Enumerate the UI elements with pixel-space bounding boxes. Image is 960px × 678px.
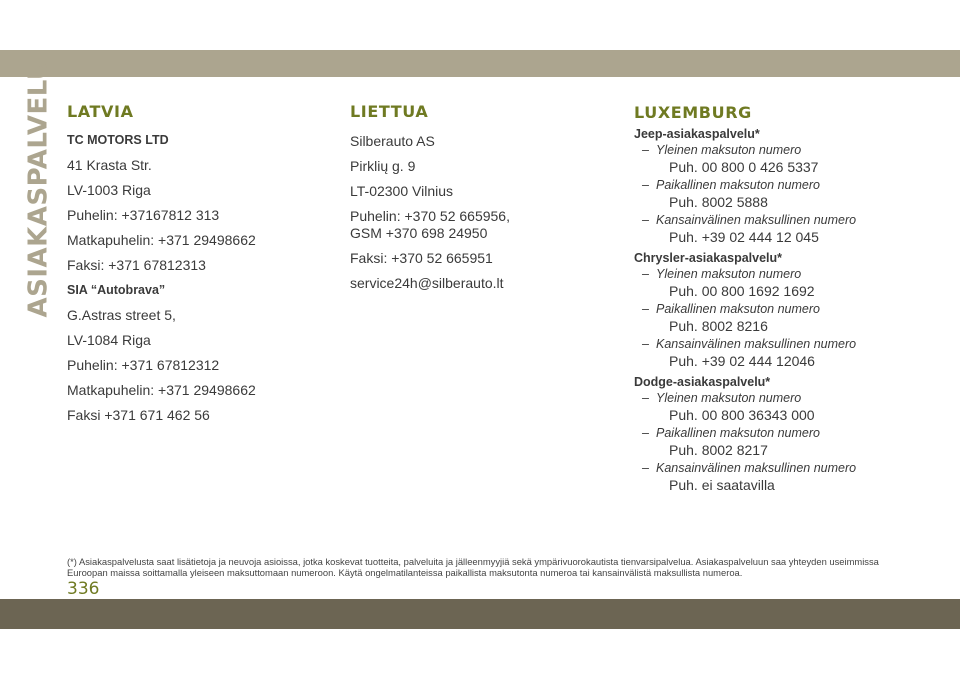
latvia-company-name: SIA “Autobrava” xyxy=(67,283,166,297)
luxemburg-phone-number: Puh. 8002 8217 xyxy=(669,442,768,458)
section-side-tab xyxy=(24,58,54,318)
luxemburg-number-type-label: Kansainvälinen maksullinen numero xyxy=(656,337,857,351)
luxemburg-number-type-label: Yleinen maksuton numero xyxy=(656,391,802,405)
luxemburg-number-item xyxy=(634,425,934,459)
luxemburg-number-item xyxy=(634,390,934,424)
luxemburg-number-type xyxy=(642,425,934,441)
dash-bullet: – xyxy=(642,337,649,351)
luxemburg-number-item xyxy=(634,301,934,335)
latvia-address-line: Faksi +371 671 462 56 xyxy=(67,407,210,423)
luxemburg-number-type-label: Paikallinen maksuton numero xyxy=(656,426,820,440)
dash-bullet: – xyxy=(642,391,649,405)
luxemburg-number-item xyxy=(634,177,934,211)
luxemburg-phone-number: Puh. ei saatavilla xyxy=(669,477,775,493)
latvia-heading: LATVIA xyxy=(67,102,134,121)
dash-bullet: – xyxy=(642,302,649,316)
luxemburg-number-item xyxy=(634,460,934,494)
luxemburg-phone-number: Puh. 8002 8216 xyxy=(669,318,768,334)
luxemburg-number-item xyxy=(634,212,934,246)
dash-bullet: – xyxy=(642,213,649,227)
luxemburg-column xyxy=(634,102,934,498)
liettua-phone: Puhelin: +370 52 665956, xyxy=(350,208,510,224)
luxemburg-number-type-label: Yleinen maksuton numero xyxy=(656,267,802,281)
latvia-address-line: Puhelin: +371 67812312 xyxy=(67,357,220,373)
luxemburg-phone-number: Puh. 8002 5888 xyxy=(669,194,768,210)
latvia-address-line: Puhelin: +37167812 313 xyxy=(67,207,220,223)
latvia-address-list xyxy=(67,132,347,424)
latvia-address-line: Faksi: +371 67812313 xyxy=(67,257,206,273)
luxemburg-number-type-label: Kansainvälinen maksullinen numero xyxy=(656,213,857,227)
luxemburg-number-type xyxy=(642,177,934,193)
dash-bullet: – xyxy=(642,267,649,281)
latvia-address-line: Matkapuhelin: +371 29498662 xyxy=(67,232,256,248)
liettua-heading: LIETTUA xyxy=(350,102,429,121)
liettua-email[interactable]: service24h@silberauto.lt xyxy=(350,275,504,291)
luxemburg-brand-list xyxy=(634,126,934,494)
section-side-tab-label: ASIAKASPALVELU xyxy=(24,58,54,318)
luxemburg-heading: LUXEMBURG xyxy=(634,103,752,122)
dash-bullet: – xyxy=(642,178,649,192)
luxemburg-number-item xyxy=(634,142,934,176)
top-decorative-band xyxy=(0,50,960,77)
luxemburg-number-type xyxy=(642,336,934,352)
dash-bullet: – xyxy=(642,461,649,475)
bottom-decorative-band xyxy=(0,599,960,629)
liettua-fax: Faksi: +370 52 665951 xyxy=(350,250,493,266)
luxemburg-phone-number: Puh. 00 800 0 426 5337 xyxy=(669,159,819,175)
luxemburg-number-type xyxy=(642,301,934,317)
liettua-company: Silberauto AS xyxy=(350,133,435,149)
liettua-phones xyxy=(350,208,630,242)
liettua-column xyxy=(350,102,630,300)
liettua-street: Pirklių g. 9 xyxy=(350,158,416,174)
luxemburg-phone-number: Puh. 00 800 1692 1692 xyxy=(669,283,815,299)
luxemburg-phone-number: Puh. +39 02 444 12046 xyxy=(669,353,815,369)
latvia-address-line: G.Astras street 5, xyxy=(67,307,176,323)
luxemburg-number-type xyxy=(642,390,934,406)
dash-bullet: – xyxy=(642,143,649,157)
dash-bullet: – xyxy=(642,426,649,440)
luxemburg-number-type-label: Paikallinen maksuton numero xyxy=(656,302,820,316)
luxemburg-number-type-label: Yleinen maksuton numero xyxy=(656,143,802,157)
luxemburg-number-type xyxy=(642,266,934,282)
luxemburg-number-type-label: Kansainvälinen maksullinen numero xyxy=(656,461,857,475)
luxemburg-number-type xyxy=(642,460,934,476)
latvia-company-name: TC MOTORS LTD xyxy=(67,133,169,147)
latvia-address-line: LV-1084 Riga xyxy=(67,332,151,348)
luxemburg-brand-name: Dodge-asiakaspalvelu* xyxy=(634,375,771,389)
page-number: 336 xyxy=(67,579,100,599)
luxemburg-brand-name: Jeep-asiakaspalvelu* xyxy=(634,127,760,141)
footnote: (*) Asiakaspalvelusta saat lisätietoja ja neuvoja asioissa, jotka koskevat tuotteita, palveluita ja jälleenmyyjiä sekä ympärivuorokautista tienvarsipalvelua. Asiakaspalveluun saa yhteyden useimmissa Euroopan maissa soittamalla yleiseen maksuttomaan numeroon. Käytä ongelmatilanteissa paikallista maksutonta numeroa tai kansainvälistä maksullista numeroa. xyxy=(67,556,879,578)
luxemburg-number-type xyxy=(642,212,934,228)
luxemburg-number-type-label: Paikallinen maksuton numero xyxy=(656,178,820,192)
latvia-column xyxy=(67,102,347,432)
luxemburg-number-type xyxy=(642,142,934,158)
luxemburg-brand-group xyxy=(634,126,934,246)
liettua-postal: LT-02300 Vilnius xyxy=(350,183,453,199)
luxemburg-phone-number: Puh. 00 800 36343 000 xyxy=(669,407,815,423)
luxemburg-brand-group xyxy=(634,250,934,370)
latvia-address-line: Matkapuhelin: +371 29498662 xyxy=(67,382,256,398)
liettua-gsm: GSM +370 698 24950 xyxy=(350,225,488,241)
latvia-address-line: 41 Krasta Str. xyxy=(67,157,152,173)
luxemburg-brand-name: Chrysler-asiakaspalvelu* xyxy=(634,251,783,265)
luxemburg-phone-number: Puh. +39 02 444 12 045 xyxy=(669,229,819,245)
latvia-address-line: LV-1003 Riga xyxy=(67,182,151,198)
luxemburg-number-item xyxy=(634,336,934,370)
luxemburg-number-item xyxy=(634,266,934,300)
luxemburg-brand-group xyxy=(634,374,934,494)
